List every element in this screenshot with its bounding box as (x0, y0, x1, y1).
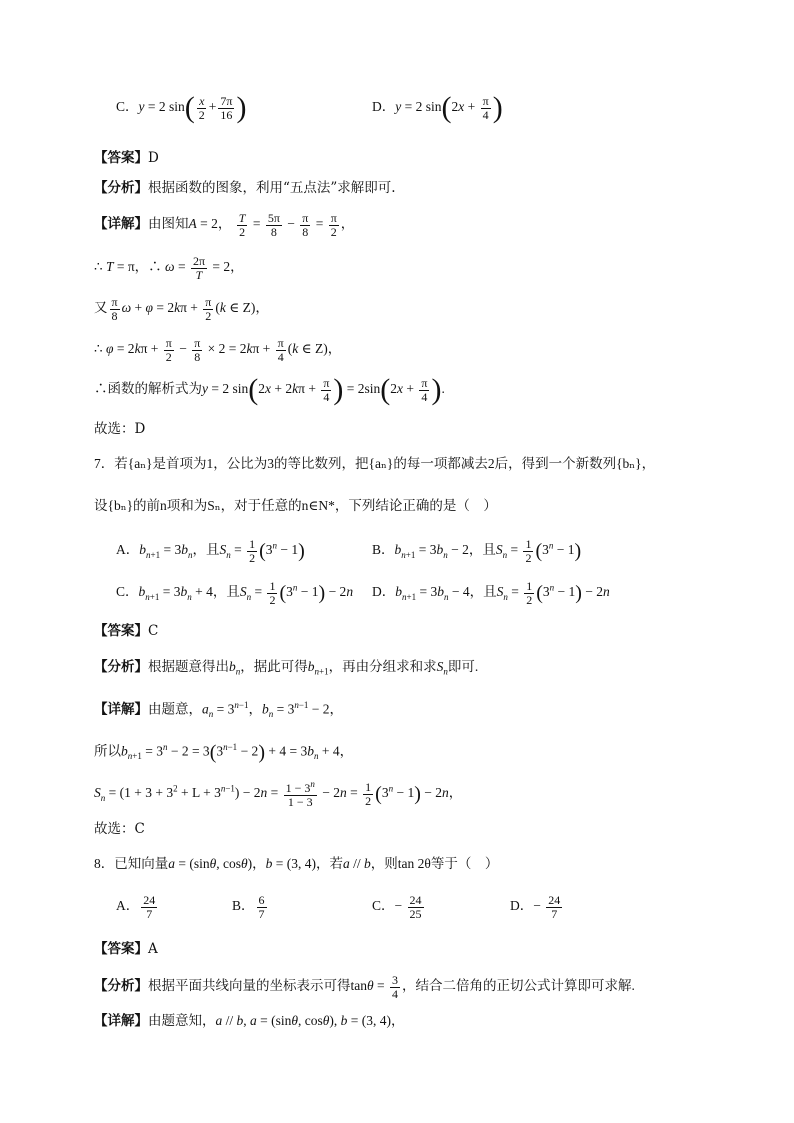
q6-detail-line2: ∴ T = π，∴ ω = $\frac{2\pi}{T}$ = 2， (94, 254, 244, 282)
q8-option-d: D．− $\frac{24}{7}$ (510, 893, 561, 921)
q8-analysis: 【分析】根据平面共线向量的坐标表示可得tanθ = $\frac{3}{4}$ ，结合二倍角的正切公式计算即可求解. (94, 973, 635, 1001)
q8-answer: 【答案】A (94, 941, 158, 957)
q7-detail-line1: 【详解】由题意，$a_n = 3^{n-1}$，$b_n = 3^{n-1} - 2$， (94, 700, 344, 720)
q6-detail-line1: 【详解】由图知A = 2， $\frac{T}{2}$ = $\frac{5\pi}{8}$ − $\frac{\pi}{8}$ = $\frac{\pi}{2}$ ， (94, 211, 355, 239)
q8-option-c: C．− $\frac{24}{25}$ (372, 893, 422, 921)
q7-choose: 故选：C (94, 821, 145, 837)
q8-option-b: B． $\frac{6}{7}$ (232, 893, 265, 921)
q6-analysis: 【分析】根据函数的图象，利用“五点法”求解即可. (94, 180, 396, 196)
q7-stem-line2: 设{bₙ}的前n项和为Sₙ，对于任意的n∈N*，下列结论正确的是（ ） (94, 498, 497, 513)
q7-option-d: D．$b_{n+1} = 3b_n - 4$，且$S_n$ = $\frac{1}{2}$ $(3^n - 1) - 2n$ (372, 579, 610, 607)
q8-stem: 8．已知向量a = (sinθ, cosθ)，b = (3, 4)，若a // b，则tan 2θ等于（ ） (94, 856, 499, 871)
q7-option-b: B．$b_{n+1} = 3b_n - 2$，且$S_n$ = $\frac{1}{2}$ $(3^n - 1)$ (372, 537, 582, 565)
q6-option-d: D．y = 2 sin(2x + $\frac{\pi}{4}$ ) (372, 91, 503, 124)
q7-detail-line2: 所以$b_{n+1} = 3^n - 2 = 3(3^{n-1} - 2) + 4 = 3b_n + 4$， (94, 741, 354, 764)
q6-detail-line4: ∴ φ = 2kπ + $\frac{\pi}{2}$ − $\frac{\pi}{8}$ × 2 = 2kπ + $\frac{\pi}{4}$ (k ∈ Z)， (94, 336, 342, 364)
q8-detail: 【详解】由题意知，a // b, a = (sinθ, cosθ), b = (3, 4)， (94, 1013, 405, 1028)
q6-detail-line5: ∴函数的解析式为y = 2 sin(2x + 2kπ + $\frac{\pi}{4}$ ) = 2sin(2x + $\frac{\pi}{4}$ ). (94, 373, 445, 406)
q7-option-a: A．$b_{n+1} = 3b_n$，且$S_n$ = $\frac{1}{2}$ $(3^n - 1)$ (116, 537, 305, 565)
q6-answer: 【答案】D (94, 150, 159, 166)
q6-choose: 故选：D (94, 421, 146, 437)
q7-stem-line1: 7．若{aₙ}是首项为1，公比为3的等比数列，把{aₙ}的每一项都减去2后，得到一个新数列{bₙ}， (94, 456, 656, 471)
q7-answer: 【答案】C (94, 623, 159, 639)
q8-option-a: A． $\frac{24}{7}$ (116, 893, 156, 921)
q6-option-c: C．y = 2 sin( $\frac{x}{2}$ + $\frac{7\pi}{16}$ ) (116, 91, 247, 124)
q7-analysis: 【分析】根据题意得出$b_n$，据此可得$b_{n+1}$，再由分组求和求$S_n$即可. (94, 659, 479, 677)
q7-option-c: C．$b_{n+1} = 3b_n + 4$，且$S_n$ = $\frac{1}{2}$ $(3^n - 1) - 2n$ (116, 579, 354, 607)
q6-detail-line3: 又 $\frac{\pi}{8}$ ω + φ = 2kπ + $\frac{\pi}{2}$ (k ∈ Z)， (94, 295, 269, 323)
q7-detail-line3: $S_n = (1 + 3 + 3^2 + L + 3^{n-1}) - 2n$ = $\frac{1 - 3^n}{1 - 3}$ − 2n = $\frac{1}{2}$ $(3^n - 1) - 2n$， (94, 779, 463, 809)
